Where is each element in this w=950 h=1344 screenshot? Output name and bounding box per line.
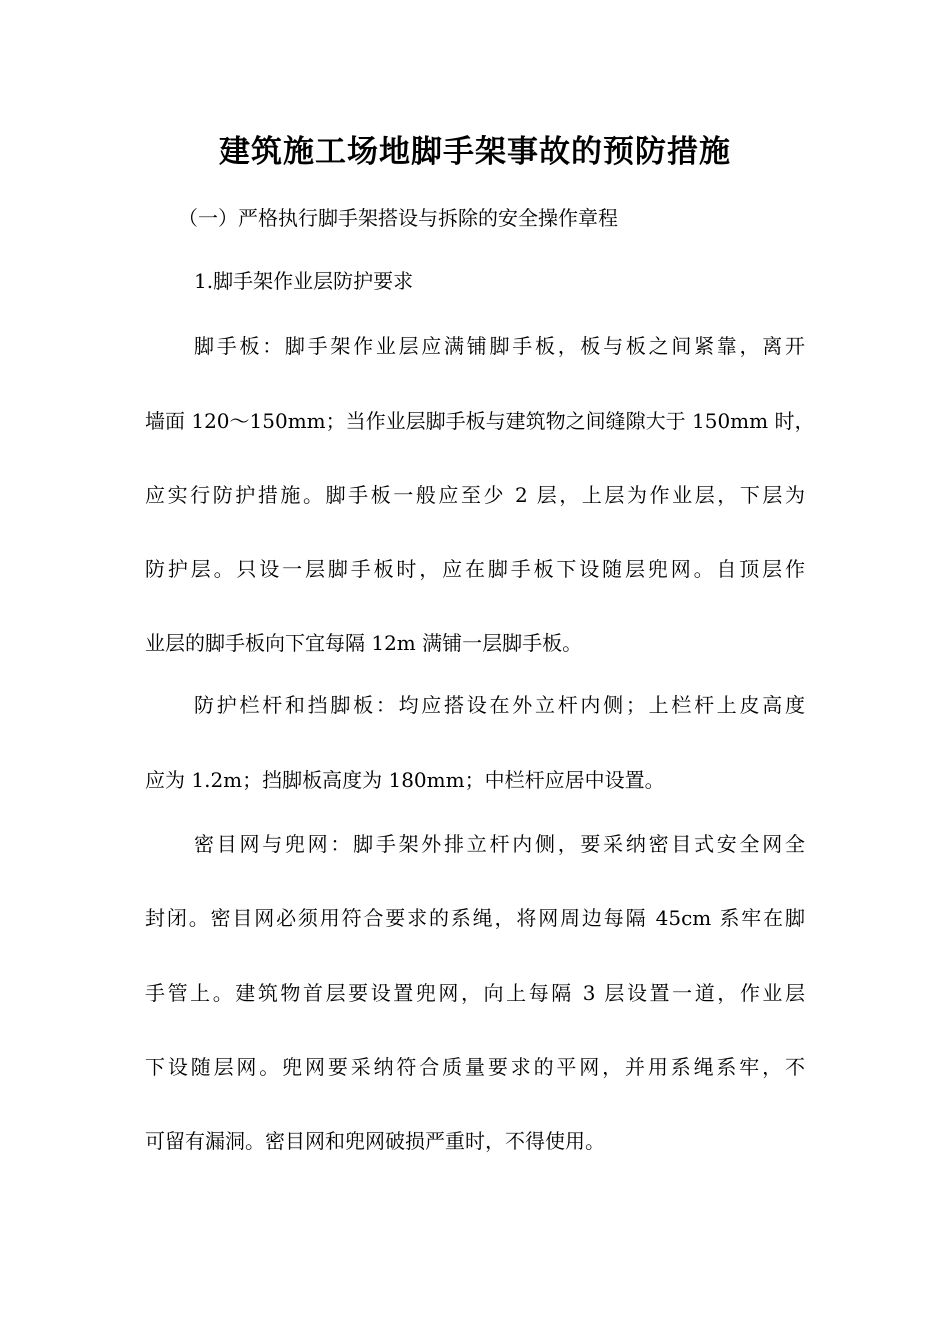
paragraph-line: 可留有漏洞。密目网和兜网破损严重时，不得使用。 [145,1129,605,1153]
document-title: 建筑施工场地脚手架事故的预防措施 [219,134,731,170]
paragraph-line: 手管上。建筑物首层要设置兜网，向上每隔 3 层设置一道，作业层 [145,981,805,1005]
paragraph-line: 业层的脚手板向下宜每隔 12m 满铺一层脚手板。 [145,631,583,655]
paragraph-line: 密目网与兜网：脚手架外排立杆内侧，要采纳密目式安全网全 [194,832,805,856]
paragraph-line: 应为 1.2m；挡脚板高度为 180mm；中栏杆应居中设置。 [145,768,665,792]
paragraph-line: 墙面 120～150mm；当作业层脚手板与建筑物之间缝隙大于 150mm 时， [145,409,815,433]
paragraph-line: 防护栏杆和挡脚板：均应搭设在外立杆内侧；上栏杆上皮高度 [194,693,805,717]
paragraph-line: 脚手板：脚手架作业层应满铺脚手板，板与板之间紧靠，离开 [194,334,805,358]
paragraph-line: 下设随层网。兜网要采纳符合质量要求的平网，并用系绳系牢，不 [145,1055,805,1079]
section-heading: （一）严格执行脚手架搭设与拆除的安全操作章程 [178,206,618,230]
paragraph-line: 应实行防护措施。脚手板一般应至少 2 层，上层为作业层，下层为 [145,483,805,507]
paragraph-line: 封闭。密目网必须用符合要求的系绳，将网周边每隔 45cm 系牢在脚 [145,906,805,930]
subheading: 1.脚手架作业层防护要求 [194,269,414,293]
paragraph-line: 防护层。只设一层脚手板时，应在脚手板下设随层兜网。自顶层作 [145,557,805,581]
